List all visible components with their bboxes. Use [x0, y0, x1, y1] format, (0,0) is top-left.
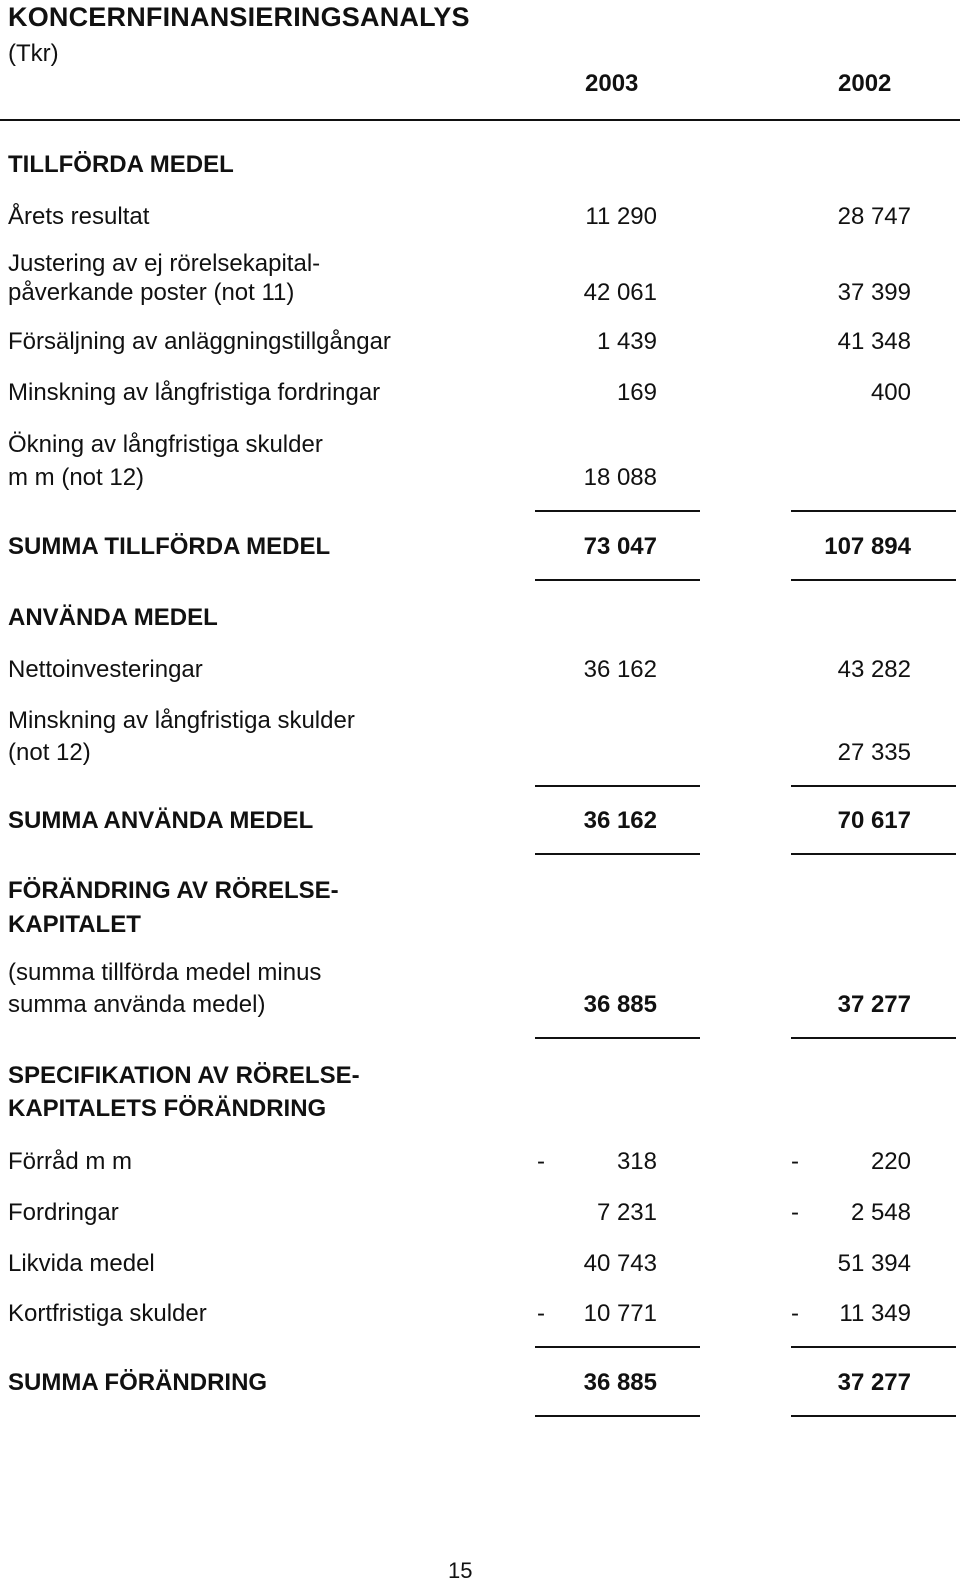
value-2003: 169 [616, 379, 657, 406]
value-2003: 1 439 [596, 328, 657, 355]
row-label: Kortfristiga skulder [8, 1300, 207, 1327]
row-label: Minskning av långfristiga skulder [8, 707, 355, 734]
section-heading-spec: KAPITALETS FÖRÄNDRING [8, 1095, 327, 1122]
value-2003: 318 [616, 1148, 657, 1175]
row-label: Förråd m m [8, 1148, 133, 1175]
minus-sign: - [537, 1300, 545, 1327]
row-label: Nettoinvesteringar [8, 656, 203, 683]
row-label: (not 12) [8, 739, 91, 766]
value-2002: 27 335 [837, 739, 911, 766]
sum-underline [791, 510, 956, 512]
row-label: Justering av ej rörelsekapital- [8, 250, 321, 277]
total-2003: 73 047 [583, 533, 657, 560]
value-2002: 400 [870, 379, 911, 406]
section-heading-anvanda: ANVÄNDA MEDEL [8, 604, 218, 631]
value-2003: 18 088 [583, 464, 657, 491]
value-2002: 2 548 [850, 1199, 911, 1226]
year-header-2003: 2003 [585, 70, 639, 97]
minus-sign: - [791, 1199, 799, 1226]
section-heading-forandring: FÖRÄNDRING AV RÖRELSE- [8, 877, 339, 904]
value-2003: 42 061 [583, 279, 657, 306]
total-label: SUMMA ANVÄNDA MEDEL [8, 807, 314, 834]
value-2003: 36 162 [583, 656, 657, 683]
unit-label: (Tkr) [8, 40, 59, 67]
minus-sign: - [791, 1300, 799, 1327]
total-2003: 36 885 [583, 1369, 657, 1396]
sum-underline [791, 579, 956, 581]
minus-sign: - [791, 1148, 799, 1175]
value-2002: 51 394 [837, 1250, 911, 1277]
row-label: m m (not 12) [8, 464, 145, 491]
row-label: Försäljning av anläggningstillgångar [8, 328, 391, 355]
page-number: 15 [448, 1558, 473, 1583]
value-2003: 11 290 [585, 203, 657, 230]
sum-underline [791, 1346, 956, 1348]
sum-underline [535, 1346, 700, 1348]
row-label: påverkande poster (not 11) [8, 279, 295, 306]
total-2002: 37 277 [837, 1369, 911, 1396]
total-2002: 37 277 [837, 991, 911, 1018]
value-2003: 7 231 [596, 1199, 657, 1226]
row-label: Ökning av långfristiga skulder [8, 431, 323, 458]
section-heading-tillforda: TILLFÖRDA MEDEL [8, 151, 234, 178]
sum-underline [791, 853, 956, 855]
sum-underline [791, 1037, 956, 1039]
sum-underline [535, 785, 700, 787]
sum-underline [791, 1415, 956, 1417]
sum-underline [791, 785, 956, 787]
total-label: SUMMA FÖRÄNDRING [8, 1369, 268, 1396]
sum-underline [535, 853, 700, 855]
row-label: Årets resultat [8, 203, 150, 230]
row-label: summa använda medel) [8, 991, 266, 1018]
total-2002: 70 617 [837, 807, 911, 834]
value-2002: 43 282 [837, 656, 911, 683]
year-header-2002: 2002 [838, 70, 892, 97]
total-2003: 36 162 [583, 807, 657, 834]
row-label: Minskning av långfristiga fordringar [8, 379, 381, 406]
section-heading-forandring: KAPITALET [8, 911, 141, 938]
value-2002: 220 [870, 1148, 911, 1175]
total-2002: 107 894 [824, 533, 911, 560]
total-2003: 36 885 [583, 991, 657, 1018]
value-2002: 11 349 [839, 1300, 911, 1327]
value-2002: 37 399 [837, 279, 911, 306]
sum-underline [535, 1415, 700, 1417]
sum-underline [535, 1037, 700, 1039]
row-label: Fordringar [8, 1199, 119, 1226]
value-2002: 41 348 [837, 328, 911, 355]
total-label: SUMMA TILLFÖRDA MEDEL [8, 533, 331, 560]
value-2002: 28 747 [837, 203, 911, 230]
row-label: Likvida medel [8, 1250, 155, 1277]
minus-sign: - [537, 1148, 545, 1175]
sum-underline [535, 579, 700, 581]
header-rule [0, 119, 960, 121]
value-2003: 40 743 [583, 1250, 657, 1277]
section-heading-spec: SPECIFIKATION AV RÖRELSE- [8, 1062, 360, 1089]
row-label: (summa tillförda medel minus [8, 959, 322, 986]
page-title: KONCERNFINANSIERINGSANALYS [8, 2, 470, 32]
value-2003: 10 771 [583, 1300, 657, 1327]
sum-underline [535, 510, 700, 512]
